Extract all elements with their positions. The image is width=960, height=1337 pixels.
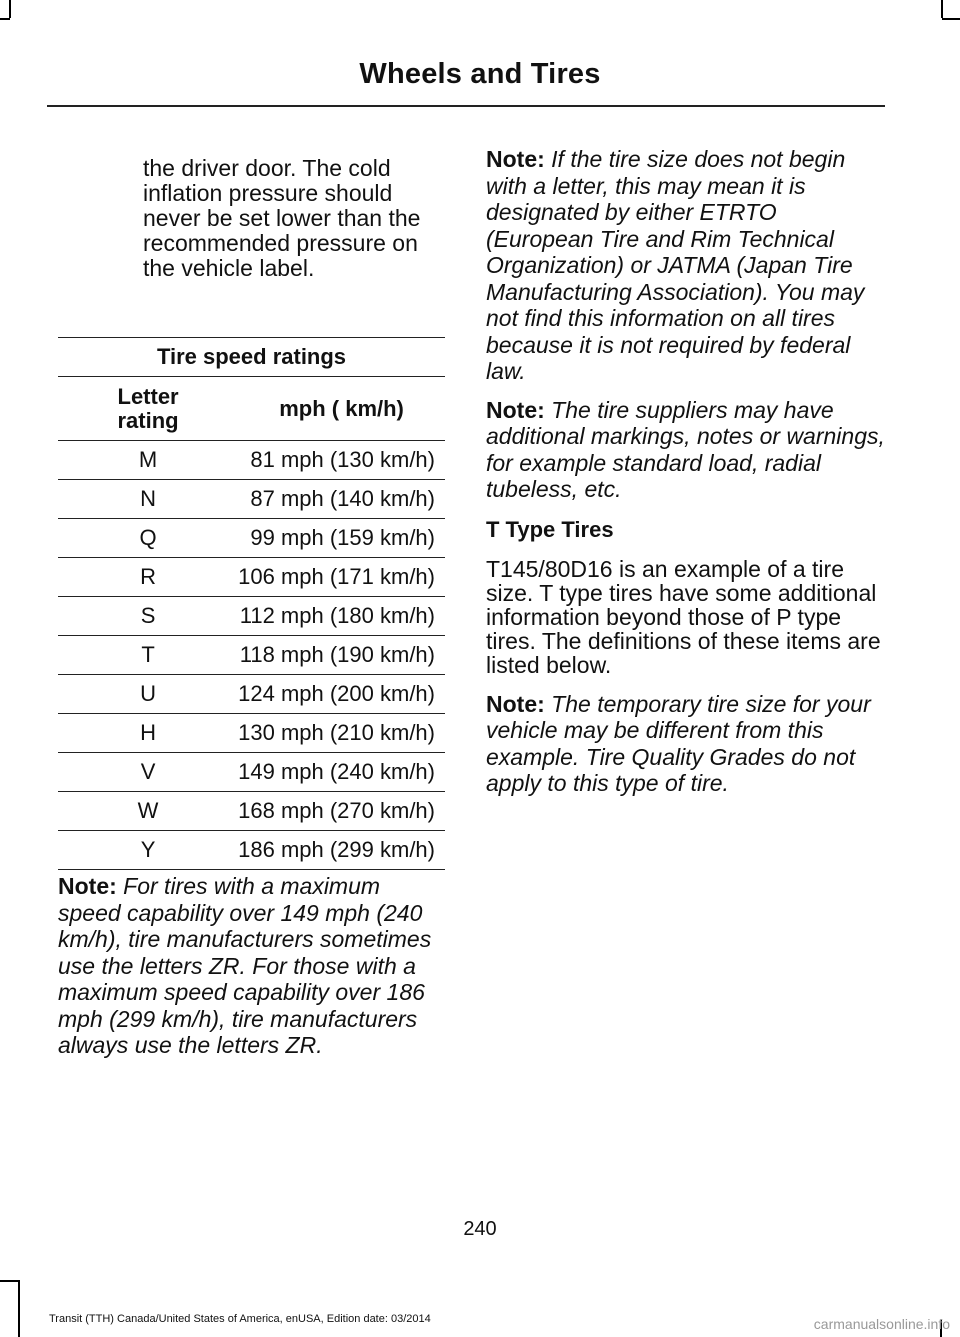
letter-cell: U (58, 675, 238, 714)
table-row (58, 558, 445, 597)
intro-paragraph: the driver door. The cold inflation pressure should never be set lower than the recommended pressure on the vehicle label. (143, 155, 421, 281)
letter-cell: R (58, 558, 238, 597)
letter-cell: W (58, 792, 238, 831)
note-label: Note: (486, 146, 545, 172)
table-row (58, 480, 445, 519)
markings-note-text: The tire suppliers may have additional markings, notes or warnings, for example standard load, radial tubeless, etc. (486, 396, 885, 502)
speed-cell: 130 mph (210 km/h) (238, 714, 445, 753)
header-divider (47, 105, 885, 107)
speed-cell: 149 mph (240 km/h) (238, 753, 445, 792)
table-row (58, 636, 445, 675)
footer-edition: Transit (TTH) Canada/United States of America, enUSA, Edition date: 03/2014 (49, 1313, 431, 1325)
crop-mark (18, 1280, 20, 1337)
speed-cell: 118 mph (190 km/h) (238, 636, 445, 675)
table-caption: Tire speed ratings (58, 338, 445, 377)
note-text: For tires with a maximum speed capability over 149 mph (240 km/h), tire manufacturers sometimes use the letters ZR. For those with a maximum speed capability over 186 mph (299 km/h), tire manufacturers always use the letters ZR. (58, 873, 432, 1058)
table-row (58, 675, 445, 714)
t-type-paragraph: T145/80D16 is an example of a tire size. T type tires have some additional information beyond those of P type tires. The definitions of these items are listed below. (486, 555, 881, 678)
letter-cell: H (58, 714, 238, 753)
speed-cell: 106 mph (171 km/h) (238, 558, 445, 597)
speed-cell: 168 mph (270 km/h) (238, 792, 445, 831)
column-header-speed: mph ( km/h) (238, 377, 445, 441)
letter-cell: S (58, 597, 238, 636)
column-header-letter: Letter rating (58, 377, 238, 441)
table-row (58, 753, 445, 792)
speed-cell: 99 mph (159 km/h) (238, 519, 445, 558)
temporary-tire-note-text: The temporary tire size for your vehicle may be different from this example. Tire Quality Grades do not apply to this type of tire. (486, 690, 871, 796)
letter-cell: Y (58, 831, 238, 870)
crop-mark (9, 0, 11, 18)
crop-mark (0, 18, 10, 20)
speed-cell: 81 mph (130 km/h) (238, 441, 445, 480)
crop-mark (941, 0, 943, 18)
note-label: Note: (58, 873, 117, 899)
table-row (58, 831, 445, 870)
note-label: Note: (486, 396, 545, 423)
right-column (486, 146, 886, 809)
letter-cell: Q (58, 519, 238, 558)
speed-cell: 186 mph (299 km/h) (238, 831, 445, 870)
table-row (58, 792, 445, 831)
speed-cell: 112 mph (180 km/h) (238, 597, 445, 636)
speed-rating-note (58, 873, 448, 1059)
crop-mark (0, 1280, 18, 1282)
letter-cell: V (58, 753, 238, 792)
speed-cell: 87 mph (140 km/h) (238, 480, 445, 519)
etrto-note-text: If the tire size does not begin with a letter, this may mean it is designated by either ETRTO (European Tire and Rim Technical Organization) or JATMA (Japan Tire Manufacturing Association). You may not find this information on all tires because it is not required by federal law. (486, 146, 865, 384)
letter-cell: T (58, 636, 238, 675)
note-label: Note: (486, 690, 545, 717)
table-row (58, 597, 445, 636)
section-heading: T Type Tires (486, 516, 614, 542)
tire-speed-table (58, 337, 445, 870)
speed-cell: 124 mph (200 km/h) (238, 675, 445, 714)
page-title: Wheels and Tires (359, 58, 601, 90)
crop-mark (942, 18, 960, 20)
table-row (58, 441, 445, 480)
table-row (58, 714, 445, 753)
letter-cell: N (58, 480, 238, 519)
page-number: 240 (463, 1218, 497, 1240)
watermark: carmanualsonline.info (813, 1316, 950, 1332)
letter-cell: M (58, 441, 238, 480)
table-row (58, 519, 445, 558)
